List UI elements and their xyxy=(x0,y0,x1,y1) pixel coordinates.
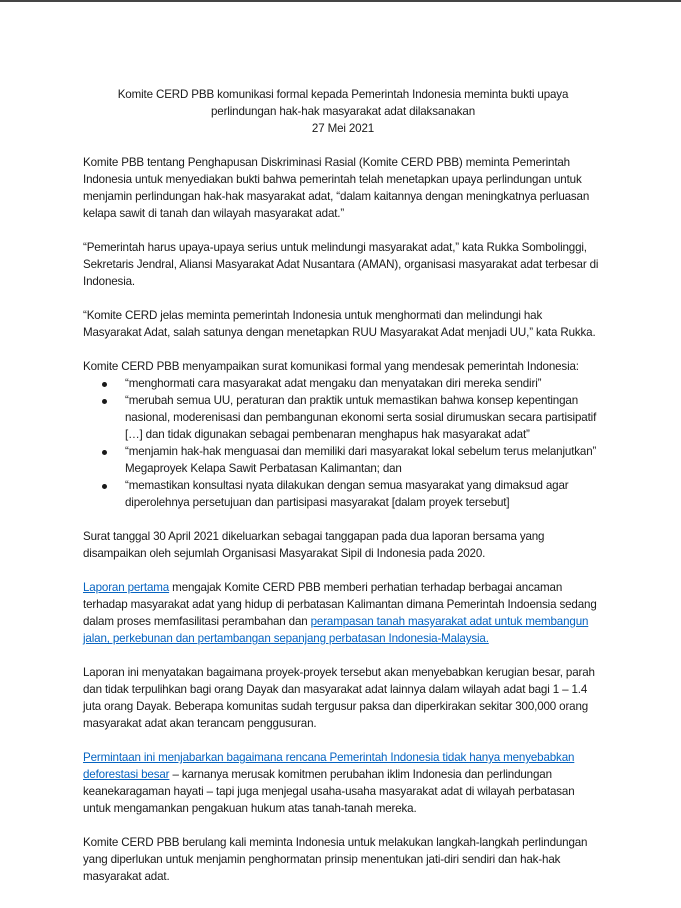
list-item: “memastikan konsultasi nyata dilakukan dengan semua masyarakat yang dimaksud agar diperolehnya persetujuan dan partisipasi masyarakat [dalam proyek tersebut] xyxy=(83,477,603,511)
demands-list xyxy=(83,375,603,511)
paragraph-deforestation: Permintaan ini menjabarkan bagaimana rencana Pemerintah Indonesia tidak hanya menyebabkan deforestasi besar – karnanya merusak komitmen perubahan iklim Indonesia dan perlindungan keanekaragaman hayati – tapi juga menjegal usaha-usaha masyarakat adat di wilayah perbatasan untuk mengamankan pengakuan hukum atas tanah-tanah mereka. xyxy=(83,751,575,815)
paragraph-conclusion: Komite CERD PBB berulang kali meminta Indonesia untuk melakukan langkah-langkah perlindungan yang diperlukan untuk menjamin penghormatan prinsip menentukan jati-diri sendiri dan hak-hak masyarakat adat. xyxy=(83,836,588,883)
list-item: “menjamin hak-hak menguasai dan memiliki dari masyarakat lokal sebelum terus melanjutkan” Megaproyek Kelapa Sawit Perbatasan Kalimantan; dan xyxy=(83,443,603,477)
title-line-2: perlindungan hak-hak masyarakat adat dilaksanakan xyxy=(211,105,475,118)
document-title xyxy=(83,86,603,137)
paragraph-quote-cerd: “Komite CERD jelas meminta pemerintah Indonesia untuk menghormati dan melindungi hak Masyarakat Adat, salah satunya dengan menetapkan RUU Masyarakat Adat menjadi UU,” kata Rukka. xyxy=(83,309,596,339)
paragraph-list-intro: Komite CERD PBB menyampaikan surat komunikasi formal yang mendesak pemerintah Indonesia: xyxy=(83,360,579,373)
paragraph-first-report: Laporan pertama mengajak Komite CERD PBB memberi perhatian terhadap berbagai ancaman terhadap masyarakat adat yang hidup di perbatasan Kalimantan dimana Pemerintah Indoensia sedang dalam proses memfasilitasi perambahan dan perampasan tanah masyarakat adat untuk membangun jalan, perkebunan dan pertambangan sepanjang perbatasan Indonesia-Malaysia. xyxy=(83,581,597,645)
title-line-1: Komite CERD PBB komunikasi formal kepada Pemerintah Indonesia meminta bukti upaya xyxy=(117,88,569,101)
paragraph-quote-rukka: “Pemerintah harus upaya-upaya serius untuk melindungi masyarakat adat,” kata Rukka Sombolinggi, Sekretaris Jendral, Aliansi Masyarakat Adat Nusantara (AMAN), organisasi masyarakat adat terbesar di Indonesia. xyxy=(83,241,599,288)
bullet-icon xyxy=(102,450,107,455)
list-item: “menghormati cara masyarakat adat mengaku dan menyatakan diri mereka sendiri” xyxy=(83,375,603,392)
paragraph-intro: Komite PBB tentang Penghapusan Diskriminasi Rasial (Komite CERD PBB) meminta Pemerintah Indonesia untuk menyediakan bukti bahwa pemerintah telah menetapkan upaya perlindungan untuk menjamin perlindungan hak-hak masyarakat adat, “dalam kaitannya dengan meningkatnya perluasan kelapa sawit di tanah dan wilayah masyarakat adat.” xyxy=(83,156,590,220)
paragraph-report-impact: Laporan ini menyatakan bagaimana proyek-proyek tersebut akan menyebabkan kerugian besar, parah dan tidak terpulihkan bagi orang Dayak dan masyarakat adat lainnya dalam wilayah adat bagi 1 – 1.4 juta orang Dayak. Beberapa komunitas sudah tergusur paksa dan diperkirakan sekitar 300,000 orang masyarakat adat akan terancam penggusuran. xyxy=(83,666,595,730)
list-item: “merubah semua UU, peraturan dan praktik untuk memastikan bahwa konsep kepentingan nasional, moderenisasi dan pembangunan ekonomi serta sosial dirumuskan secara partisipatif […] dan tidak digunakan sebagai pembenaran menghapus hak masyarakat adat” xyxy=(83,392,603,443)
link-permintaan-deforestasi[interactable]: Permintaan ini menjabarkan bagaimana rencana Pemerintah Indonesia tidak hanya menyebabkan deforestasi besar xyxy=(83,751,575,781)
document-page xyxy=(83,86,603,902)
link-perampasan-tanah[interactable]: perampasan tanah masyarakat adat untuk membangun jalan, perkebunan dan pertambangan sepanjang perbatasan Indonesia-Malaysia. xyxy=(83,615,589,645)
link-laporan-pertama[interactable]: Laporan pertama xyxy=(83,581,170,594)
bullet-icon xyxy=(102,484,107,489)
document-date: 27 Mei 2021 xyxy=(311,122,375,135)
bullet-icon xyxy=(102,399,107,404)
window-top-border xyxy=(0,0,681,2)
bullet-icon xyxy=(102,382,107,387)
paragraph-letter-date: Surat tanggal 30 April 2021 dikeluarkan sebagai tanggapan pada dua laporan bersama yang disampaikan oleh sejumlah Organisasi Masyarakat Sipil di Indonesia pada 2020. xyxy=(83,530,545,560)
